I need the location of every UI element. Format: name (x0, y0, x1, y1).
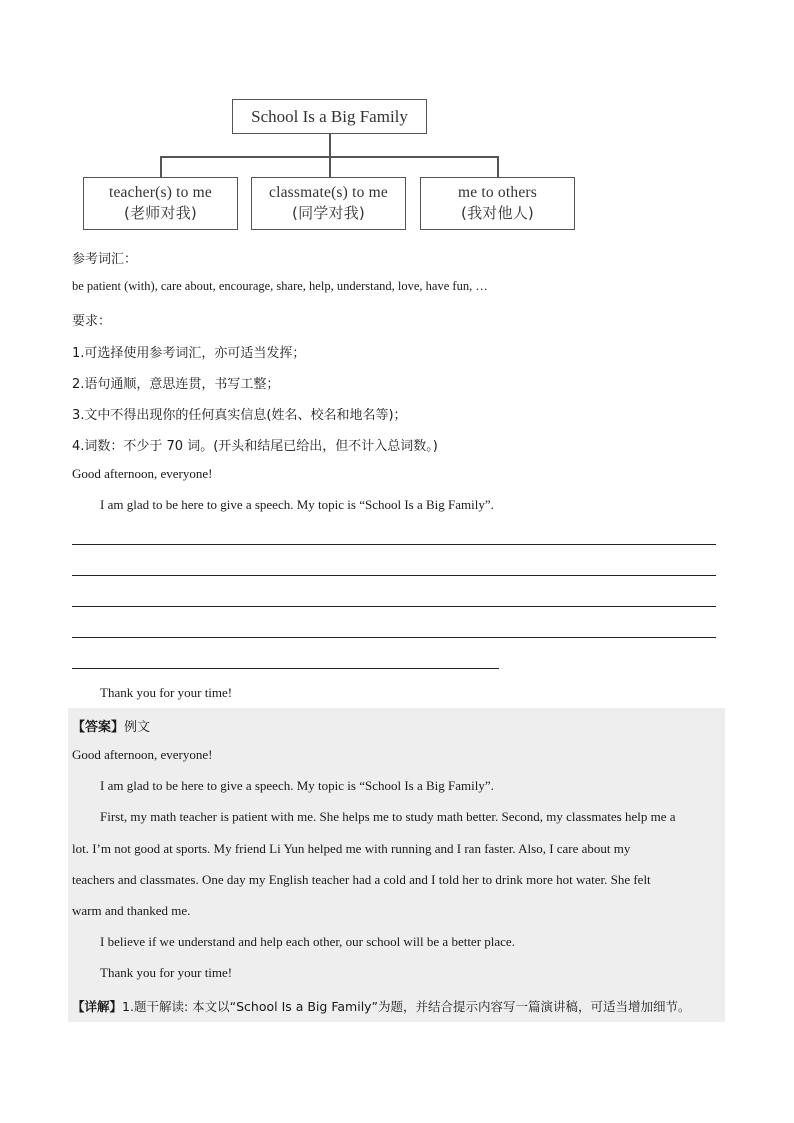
greeting: Good afternoon, everyone! (72, 466, 213, 481)
connector-line (329, 134, 331, 156)
child-cn-label: (我对他人) (461, 204, 534, 222)
diagram-child-classmate (251, 177, 406, 230)
child-en-label: teacher(s) to me (108, 184, 213, 201)
reference-title: 参考词汇： (72, 252, 138, 267)
opening-sentence: I am glad to be here to give a speech. My topic is “School Is a Big Family”. (100, 497, 494, 512)
essay-paragraph-2-line: warm and thanked me. (72, 903, 191, 918)
essay-paragraph-2-line: lot. I’m not good at sports. My friend Li Yun helped me with running and I ran faster. Also, I care about my (72, 841, 631, 856)
requirements-title: 要求： (72, 314, 112, 329)
connector-line (160, 156, 162, 177)
writing-line (72, 575, 716, 576)
requirement-item: 2.语句通顺，意思连贯，书写工整； (72, 377, 280, 392)
requirement-item: 3.文中不得出现你的任何真实信息(姓名、校名和地名等)； (72, 408, 407, 423)
writing-line (72, 668, 499, 669)
detail-tag: 【详解】 (72, 999, 123, 1014)
essay-greeting: Good afternoon, everyone! (72, 747, 213, 762)
writing-line (72, 606, 716, 607)
writing-line (72, 544, 716, 545)
reference-words: be patient (with), care about, encourage, share, help, understand, love, have fun, … (72, 279, 488, 293)
essay-paragraph-3: I believe if we understand and help each other, our school will be a better place. (100, 934, 515, 949)
essay-paragraph-1: I am glad to be here to give a speech. My topic is “School Is a Big Family”. (100, 778, 494, 793)
requirement-item: 4.词数：不少于 70 词。(开头和结尾已给出，但不计入总词数。) (72, 439, 438, 454)
writing-line (72, 637, 716, 638)
closing-sentence: Thank you for your time! (100, 685, 233, 700)
essay-paragraph-4: Thank you for your time! (100, 965, 233, 980)
child-en-label: classmate(s) to me (269, 184, 388, 201)
requirement-item: 1.可选择使用参考词汇，亦可适当发挥； (72, 346, 306, 361)
answer-heading (72, 716, 150, 735)
answer-tag: 【答案】 (72, 720, 125, 735)
diagram-child-me (420, 177, 575, 230)
diagram-child-teacher (83, 177, 238, 230)
child-en-label: me to others (457, 184, 538, 201)
connector-line (329, 156, 331, 177)
connector-line (497, 156, 499, 177)
essay-paragraph-2-line: First, my math teacher is patient with me. She helps me to study math better. Second, my classmates help me a (100, 809, 676, 824)
detail-line (72, 997, 691, 1015)
child-cn-label: (同学对我) (292, 204, 365, 222)
topic-diagram (0, 0, 794, 240)
answer-label: 例文 (124, 720, 151, 735)
detail-text: 1.题干解读: 本文以“School Is a Big Family”为题，并结合提示内容写一篇演讲稿，可适当增加细节。 (122, 999, 691, 1014)
essay-paragraph-2-line: teachers and classmates. One day my English teacher had a cold and I told her to drink more hot water. She felt (72, 872, 651, 887)
child-cn-label: (老师对我) (124, 204, 197, 222)
diagram-root-box: School Is a Big Family (232, 99, 427, 134)
